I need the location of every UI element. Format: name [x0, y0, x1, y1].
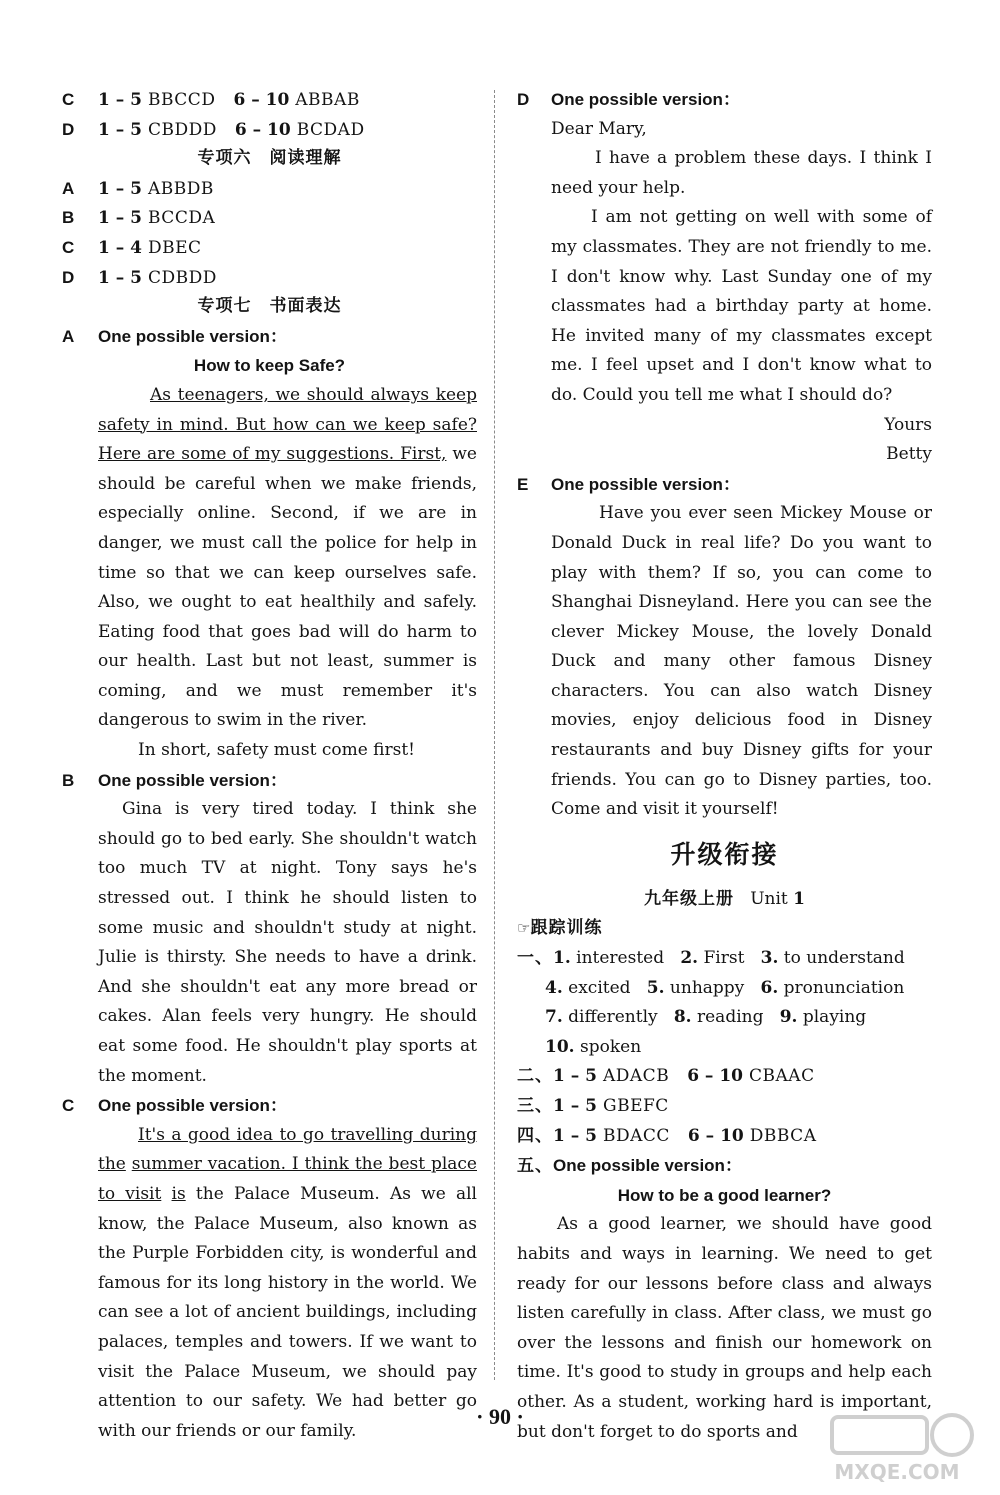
s1-row-2: 4. excited 5. unhappy 6. pronunciation: [545, 977, 905, 998]
section-six-title: 专项六 阅读理解: [197, 148, 342, 169]
tracking-heading: ☞跟踪训练: [517, 918, 603, 939]
svg-text:MXQE.COM: MXQE.COM: [834, 1460, 960, 1484]
s3-row: 三、1 – 5 GBEFC: [517, 1096, 669, 1116]
rc-row-d: D 1 – 5 CDBDD: [62, 267, 217, 288]
upgrade-section-title: 升级衔接: [670, 839, 779, 869]
writing-a-title: How to keep Safe?: [193, 356, 346, 376]
writing-b-body: [62, 795, 477, 1091]
writing-c-paragraph: It's a good idea to go travelling during the summer vacation. I think the best place to visit is the Palace Museum. As we all know, the Palace Museum, also known as the Purple Forbidden city, is wonderful and famous for its long history in the world. We can see a lot of ancient buildings, including palaces, temples and towers. If we want to visit the Palace Museum, we should pay attention to our safety. We had better go with our friends or our family.: [98, 1124, 477, 1441]
answer-row-c: C 1 – 5 BBCCD 6 – 10 ABBAB: [62, 90, 360, 110]
writing-d-paragraph-1: I have a problem these days. I think I need your help.: [551, 148, 932, 198]
writing-d-paragraph-2: I am not getting on well with some of my classmates. They are not friendly to me. I don't know why. Last Sunday one of my classmates had a birthday party at home. He invited many of my classmates except me. I feel upset and I don't know what to do. Could you tell me what I should do?: [551, 207, 932, 405]
watermark-logo: [812, 1407, 982, 1487]
writing-e-paragraph: Have you ever seen Mickey Mouse or Donald Duck in real life? Do you want to play with them? If so, you can come to Shanghai Disneyland. Here you can see the clever Mickey Mouse, the lovely Donald Duck and many other famous Disney characters. You can also watch Disney movies, enjoy delicious food in Disney restaurants and buy Disney gifts for your friends. You can go to Disney parties, too. Come and visit it yourself!: [551, 503, 932, 820]
writing-d-body: [517, 115, 932, 470]
column-divider: [494, 90, 495, 1380]
writing-a-body: [62, 381, 477, 766]
writing-d-label: D One possible version：: [517, 90, 740, 109]
left-column: [62, 85, 477, 1446]
s1-row-4: 10. spoken: [545, 1036, 642, 1057]
writing-e-body: [517, 499, 932, 825]
letter-closing: Yours: [884, 414, 932, 435]
writing-e-label: E One possible version：: [517, 474, 740, 494]
s4-row: 四、1 – 5 BDACC 6 – 10 DBBCA: [517, 1125, 817, 1146]
writing-a-paragraph-2: In short, safety must come first!: [138, 740, 416, 761]
writing-c-body: [62, 1121, 477, 1447]
writing-a-label: A One possible version：: [62, 326, 287, 346]
writing-b-label: B One possible version：: [62, 770, 287, 790]
letter-signature: Betty: [886, 444, 932, 465]
s1-row-1: 一、1. interested 2. First 3. to understand: [517, 948, 905, 969]
s5-title: How to be a good learner?: [617, 1185, 832, 1205]
pointing-hand-icon: ☞: [517, 919, 531, 938]
page-number: · 90 ·: [476, 1404, 524, 1429]
rc-row-a: A 1 – 5 ABBDB: [62, 178, 214, 199]
letter-greeting: Dear Mary,: [551, 118, 647, 139]
section-seven-title: 专项七 书面表达: [197, 296, 342, 317]
rc-row-c: C 1 – 4 DBEC: [62, 237, 202, 258]
rc-row-b: B 1 – 5 BCCDA: [62, 208, 216, 229]
writing-a-paragraph-1: As teenagers, we should always keep safety in mind. But how can we keep safe? Here are some of my suggestions. First, we should be careful when we make friends, especially online. Second, if we are in danger, we must call the police for help in time so that we can keep ourselves safe. Also, we ought to eat healthily and safely. Eating food that goes bad will do harm to our health. Last but not least, summer is coming, and we must remember it's dangerous to swim in the river.: [98, 384, 477, 731]
writing-c-label: C One possible version：: [62, 1096, 287, 1116]
s5-row: 五、One possible version：: [517, 1156, 742, 1177]
unit-heading: 九年级上册 Unit 1: [643, 888, 805, 909]
s5-paragraph: As a good learner, we should have good habits and ways in learning. We need to get ready for our lessons before class and always listen carefully in class. After class, we must go over the lessons and finish our homework on time. It's good to study in groups and help each other. As a student, working hard is important, but don't forget to do sports and: [517, 1214, 932, 1442]
s2-row: 二、1 – 5 ADACB 6 – 10 CBAAC: [517, 1066, 815, 1087]
right-column: [517, 85, 932, 1447]
s1-row-3: 7. differently 8. reading 9. playing: [545, 1007, 867, 1028]
answer-row-d: D 1 – 5 CBDDD 6 – 10 BCDAD: [62, 119, 365, 140]
writing-b-paragraph: Gina is very tired today. I think she should go to bed early. She shouldn't watch too much TV at night. Tony says he's stressed out. I think he should listen to some music and shouldn't study at night. Julie is thirsty. She needs to have a drink. And she shouldn't eat any more bread or cakes. Alan feels very hungry. He should eat some food. He shouldn't play sports at the moment.: [98, 799, 477, 1086]
